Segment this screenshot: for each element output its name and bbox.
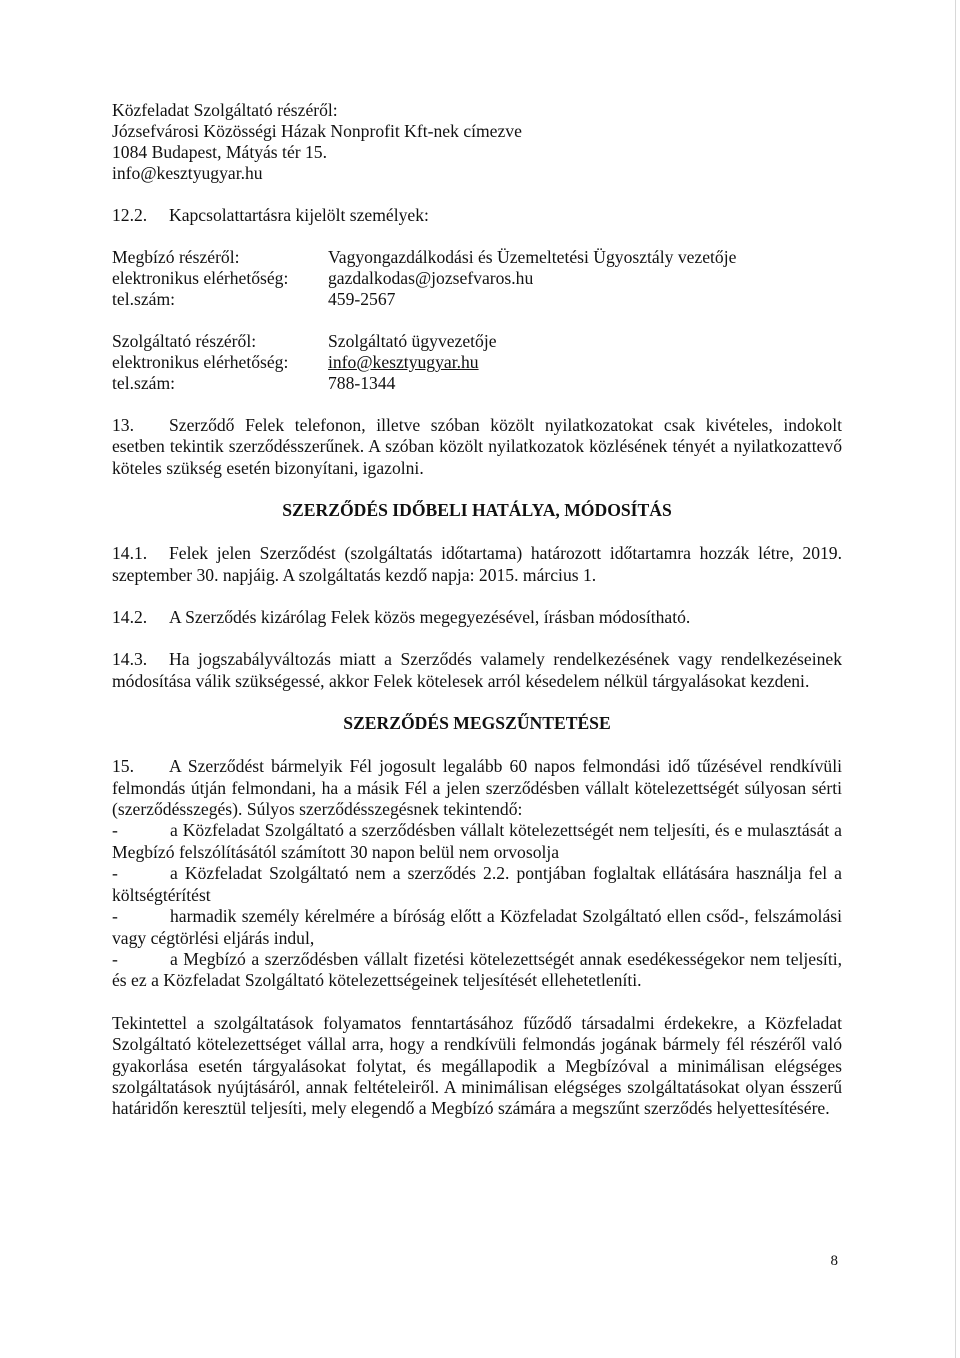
- paragraph-14-2: [112, 607, 842, 628]
- list-dash: -: [112, 906, 118, 927]
- list-item: [112, 863, 842, 906]
- contact-email-link[interactable]: info@kesztyugyar.hu: [328, 352, 479, 372]
- list-dash: -: [112, 948, 118, 969]
- contact-role-label: Megbízó részéről:: [112, 247, 240, 267]
- paragraph-number: 15.: [112, 756, 134, 777]
- section-title: Kapcsolattartásra kijelölt személyek:: [169, 205, 429, 225]
- list-item-text: a Közfeladat Szolgáltató nem a szerződés 2.2. pontjában foglaltak ellátására használja fel a költségtérítést: [112, 863, 842, 905]
- termination-list: [112, 820, 842, 991]
- list-item: [112, 906, 842, 949]
- paragraph-number: 14.2.: [112, 607, 148, 628]
- page-number: 8: [830, 1253, 838, 1269]
- heading-hataly: SZERZŐDÉS IDŐBELI HATÁLYA, MÓDOSÍTÁS: [282, 500, 672, 521]
- paragraph-text: A Szerződést bármelyik Fél jogosult legalább 60 napos felmondási idő tűzésével rendkívüli felmondás útján felmondani, ha a másik Fél a jelen szerződésben vállalt kötelezettségét súlyosan sérti (szerződésszegés). Súlyos szerződésszegésnek tekintendő:: [112, 756, 842, 820]
- list-item-text: a Közfeladat Szolgáltató a szerződésben vállalt kötelezettségét nem teljesíti, és e mulasztását a Megbízó felszólításától számított 30 napon belül nem orvosolja: [112, 820, 842, 862]
- contact-role-value: Szolgáltató ügyvezetője: [328, 331, 497, 351]
- document-page: [112, 100, 842, 1141]
- closing-paragraph: Tekintettel a szolgáltatások folyamatos fenntartásához fűződő társadalmi érdekekre, a Közfeladat Szolgáltató kötelezettséget vállal arra, hogy a rendkívüli felmondás jogának bármely fél részéről való gyakorlása esetén tárgyalásokat folytat, és megállapodik a Megbízóval a minimálisan elégséges szolgáltatások nyújtásáról, annak feltételeiről. A minimálisan elégséges szolgáltatásokat olyan ésszerű határidőn keresztül teljesíti, mely elegendő a Megbízó számára a megszűnt szerződés helyettesítésére.: [112, 1012, 842, 1119]
- address-line-2: Józsefvárosi Közösségi Házak Nonprofit Kft-nek címezve: [112, 121, 522, 141]
- contact-tel-value: 459-2567: [328, 289, 396, 309]
- list-dash: -: [112, 820, 118, 841]
- paragraph-text: Szerződő Felek telefonon, illetve szóban közölt nyilatkozatokat csak kivételes, indokolt esetben tekintik szerződésszerűnek. A szóban közölt nyilatkozatok közlésének tényét a nyilatkozattevő köteles szükség esetén bizonyítani, igazolni.: [112, 415, 842, 478]
- contact-szolgaltato: [112, 331, 842, 394]
- contact-email-label: elektronikus elérhetőség:: [112, 268, 289, 288]
- contact-email-label: elektronikus elérhetőség:: [112, 352, 289, 372]
- contact-tel-label: tel.szám:: [112, 289, 176, 309]
- scan-edge-line: [955, 0, 956, 1358]
- contact-role-value: Vagyongazdálkodási és Üzemeltetési Ügyosztály vezetője: [328, 247, 737, 267]
- paragraph-15: [112, 756, 842, 820]
- paragraph-13: [112, 415, 842, 479]
- address-line-1: Közfeladat Szolgáltató részéről:: [112, 100, 338, 120]
- list-item-text: a Megbízó a szerződésben vállalt fizetési kötelezettségét annak esedékességekor nem teljesíti, és ez a Közfeladat Szolgáltató kötelezettségeinek teljesítését ellehetetleníti.: [112, 948, 842, 991]
- contact-role-label: Szolgáltató részéről:: [112, 331, 257, 351]
- contact-megbizo: [112, 247, 842, 310]
- list-item: [112, 820, 842, 863]
- list-dash: -: [112, 863, 118, 884]
- paragraph-number: 14.3.: [112, 649, 148, 670]
- address-email: info@kesztyugyar.hu: [112, 163, 263, 183]
- paragraph-text: Ha jogszabályváltozás miatt a Szerződés valamely rendelkezésének vagy rendelkezéseinek módosítása válik szükségessé, akkor Felek kötelesek arról késedelem nélkül tárgyalásokat kezdeni.: [112, 649, 842, 691]
- paragraph-14-3: [112, 649, 842, 692]
- paragraph-text: A Szerződés kizárólag Felek közös megegyezésével, írásban módosítható.: [169, 607, 691, 628]
- contact-tel-value: 788-1344: [328, 373, 396, 393]
- contact-tel-label: tel.szám:: [112, 373, 176, 393]
- section-number: 12.2.: [112, 205, 148, 225]
- paragraph-14-1: [112, 543, 842, 586]
- list-item: [112, 949, 842, 992]
- address-block: [112, 100, 842, 184]
- address-line-3: 1084 Budapest, Mátyás tér 15.: [112, 142, 327, 162]
- heading-megszuntetes: SZERZŐDÉS MEGSZŰNTETÉSE: [343, 713, 611, 734]
- paragraph-number: 14.1.: [112, 543, 148, 564]
- list-item-text: harmadik személy kérelmére a bíróság előtt a Közfeladat Szolgáltató ellen csőd-, felszámolási vagy cégtörlési eljárás indul,: [112, 906, 842, 948]
- section-12-2: [112, 205, 842, 226]
- contact-email-value: gazdalkodas@jozsefvaros.hu: [328, 268, 534, 288]
- paragraph-number: 13.: [112, 415, 134, 435]
- paragraph-text: Felek jelen Szerződést (szolgáltatás időtartama) határozott időtartamra hozzák létre, 2019. szeptember 30. napjáig. A szolgáltatás kezdő napja: 2015. március 1.: [112, 543, 842, 585]
